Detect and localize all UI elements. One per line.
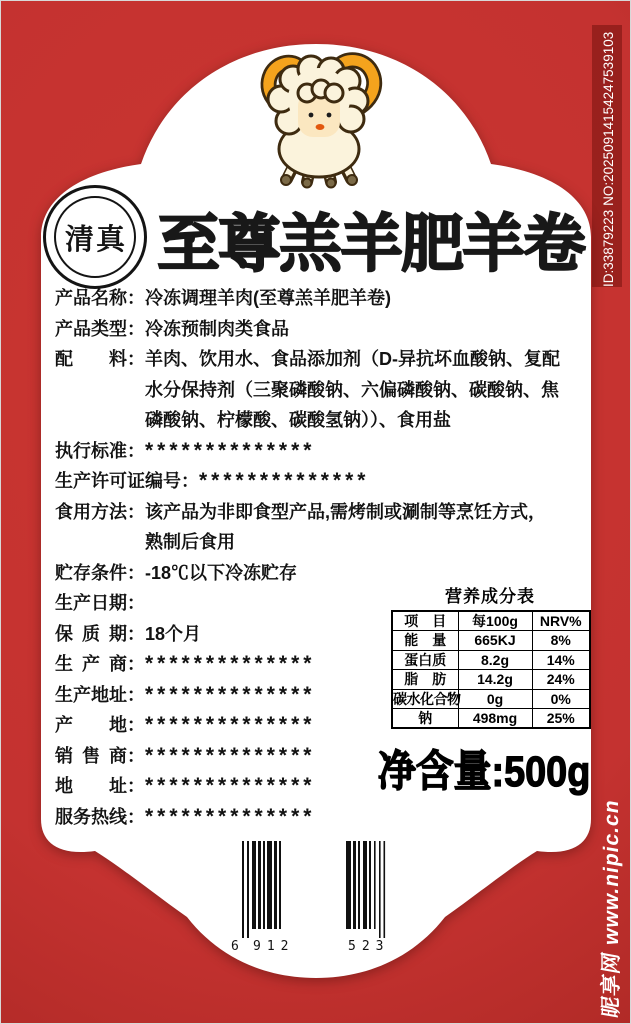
watermark-id-text: ID:33879223 NO:20250914154247539103 xyxy=(601,31,616,287)
nutrition-row-carbs: 碳水化合物 0g 0% xyxy=(392,689,590,709)
product-title: 至尊羔羊肥羊卷 xyxy=(157,209,585,279)
field-value: ************** xyxy=(145,652,316,675)
colon: ： xyxy=(127,806,145,827)
field-value: 羊肉、饮用水、食品添加剂（D-异抗坏血酸钠、复配 水分保持剂（三聚磷酸钠、六偏磷酸钠、碳酸钠、焦 磷酸钠、柠檬酸、碳酸氢钠））、食用盐 xyxy=(145,349,560,430)
info-row-hotline xyxy=(55,802,569,833)
colon: ： xyxy=(127,349,145,369)
ram-face xyxy=(298,80,343,137)
colon: ： xyxy=(127,745,145,766)
nutrition-row-fat: 脂 肪 14.2g 24% xyxy=(392,670,590,690)
nutrition-table xyxy=(391,610,591,729)
colon: ： xyxy=(127,562,145,583)
colon: ： xyxy=(127,593,145,613)
colon: ： xyxy=(127,440,145,461)
field-label: 产地 xyxy=(55,715,127,735)
nutrition-facts xyxy=(391,582,589,729)
field-value: ************** xyxy=(145,713,316,736)
watermark-site-text: 昵享网 www.nipic.cn xyxy=(600,797,623,1020)
field-value: 该产品为非即食型产品,需烤制或涮制等烹饪方式， 熟制后食用 xyxy=(145,501,546,552)
field-value: 18个月 xyxy=(145,623,202,644)
nutrition-row-energy: 能 量 665KJ 8% xyxy=(392,631,590,651)
net-weight: 净含量:500g xyxy=(377,748,590,796)
ram-logo-icon xyxy=(241,51,396,189)
field-label: 食用方法 xyxy=(55,501,127,522)
field-value: ************** xyxy=(145,774,316,797)
info-row-standard xyxy=(55,436,569,467)
barcode-right-bars xyxy=(346,841,385,938)
nutrition-row-protein: 蛋白质 8.2g 14% xyxy=(392,650,590,670)
colon: ： xyxy=(127,623,145,644)
field-label: 生产地址 xyxy=(55,684,127,705)
field-value: ************** xyxy=(145,438,316,462)
colon: ： xyxy=(127,776,145,796)
nutrition-title: 营养成分表 xyxy=(445,587,535,606)
field-label: 地址 xyxy=(55,776,127,796)
colon: ： xyxy=(127,654,145,674)
colon: ： xyxy=(127,501,145,522)
field-value: 冷冻预制肉类食品 xyxy=(145,318,289,339)
field-value: ************** xyxy=(145,682,316,706)
barcode-digits-left: 912 xyxy=(253,939,295,953)
field-label: 生产许可证编号 xyxy=(55,471,181,491)
field-label: 产品类型 xyxy=(55,318,127,339)
field-label: 产品名称 xyxy=(55,288,127,308)
field-label: 配料 xyxy=(55,349,127,369)
colon: ： xyxy=(127,288,145,308)
field-label: 服务热线 xyxy=(55,806,127,827)
field-label: 生产日期 xyxy=(55,593,127,613)
barcode xyxy=(226,841,396,953)
colon: ： xyxy=(127,715,145,735)
barcode-left-bars xyxy=(242,841,281,938)
barcode-digits-right: 523 xyxy=(348,939,390,953)
ram-mouth xyxy=(316,124,325,130)
field-label: 销售商 xyxy=(55,745,127,766)
field-label: 生产商 xyxy=(55,654,127,674)
nutrition-row-sodium: 钠 498mg 25% xyxy=(392,709,590,729)
field-label: 保质期 xyxy=(55,623,127,644)
info-row-license xyxy=(55,466,569,497)
field-label: 执行标准 xyxy=(55,440,127,461)
halal-seal xyxy=(43,185,147,289)
nutrition-header-row: 项 目 每100g NRV% xyxy=(392,611,590,631)
field-label: 贮存条件 xyxy=(55,562,127,583)
info-row-product-name xyxy=(55,283,569,314)
field-value: ************** xyxy=(145,743,316,767)
info-row-ingredients xyxy=(55,344,569,436)
colon: ： xyxy=(181,471,199,491)
barcode-digit-prefix: 6 xyxy=(231,939,239,953)
info-row-usage xyxy=(55,497,569,558)
field-value: ************** xyxy=(199,469,370,492)
field-value: 冷冻调理羊肉(至尊羔羊肥羊卷) xyxy=(145,288,391,308)
info-row-product-type xyxy=(55,314,569,345)
ram-eye xyxy=(309,113,314,118)
halal-seal-inner-ring xyxy=(54,196,136,278)
colon: ： xyxy=(127,318,145,339)
halal-seal-text: 清真 xyxy=(64,223,127,256)
colon: ： xyxy=(127,684,145,705)
ram-eye xyxy=(327,113,332,118)
field-value: -18℃以下冷冻贮存 xyxy=(145,562,298,583)
field-value: ************** xyxy=(145,804,316,828)
